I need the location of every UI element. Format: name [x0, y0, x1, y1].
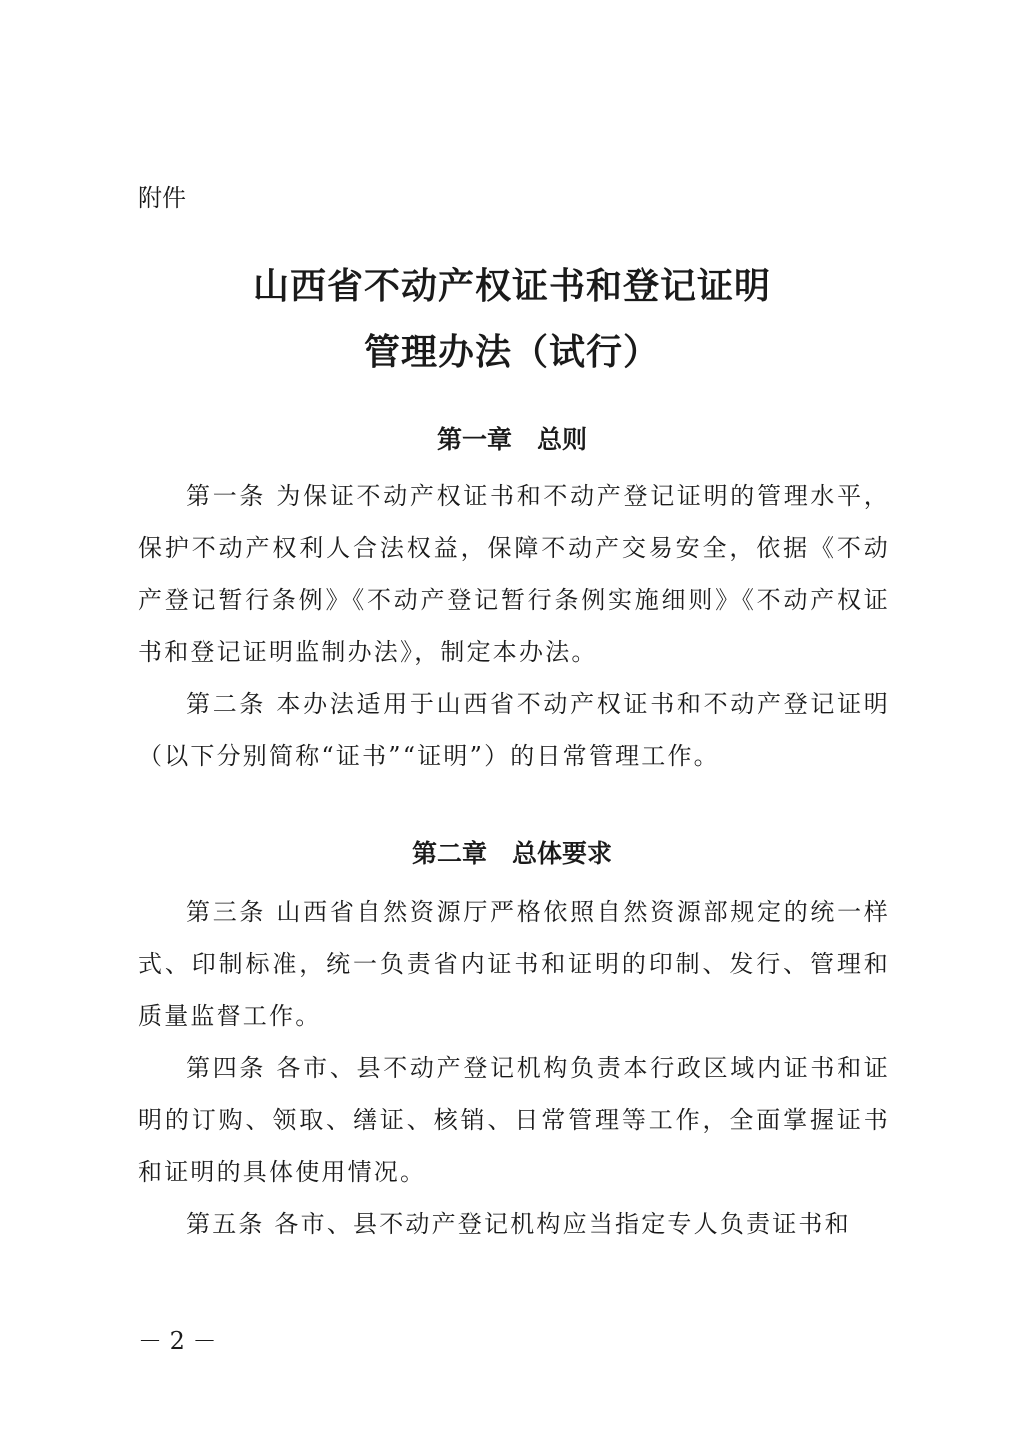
document-title-line-2: 管理办法（试行）: [363, 331, 660, 373]
article-3: 第三条 山西省自然资源厅严格依照自然资源部规定的统一样式、印制标准，统一负责省内证书和证明的印制、发行、管理和质量监督工作。: [138, 898, 890, 1030]
document-title-line-1: 山西省不动产权证书和登记证明: [252, 265, 771, 307]
article-4: 第四条 各市、县不动产登记机构负责本行政区域内证书和证明的订购、领取、缮证、核销、日常管理等工作，全面掌握证书和证明的具体使用情况。: [138, 1054, 890, 1186]
article-5: 第五条 各市、县不动产登记机构应当指定专人负责证书和: [186, 1210, 851, 1238]
page-number: － 2 －: [138, 1327, 217, 1355]
article-2: 第二条 本办法适用于山西省不动产权证书和不动产登记证明（以下分别简称“证书”“证明”）的日常管理工作。: [138, 690, 890, 770]
chapter-1-heading: 第一章 总则: [436, 425, 587, 454]
article-1: 第一条 为保证不动产权证书和不动产登记证明的管理水平，保护不动产权利人合法权益，保障不动产交易安全，依据《不动产登记暂行条例》《不动产登记暂行条例实施细则》《不动产权证书和登记证明监制办法》，制定本办法。: [138, 482, 890, 666]
chapter-2-heading: 第二章 总体要求: [411, 839, 612, 868]
attachment-label: 附件: [138, 184, 186, 212]
